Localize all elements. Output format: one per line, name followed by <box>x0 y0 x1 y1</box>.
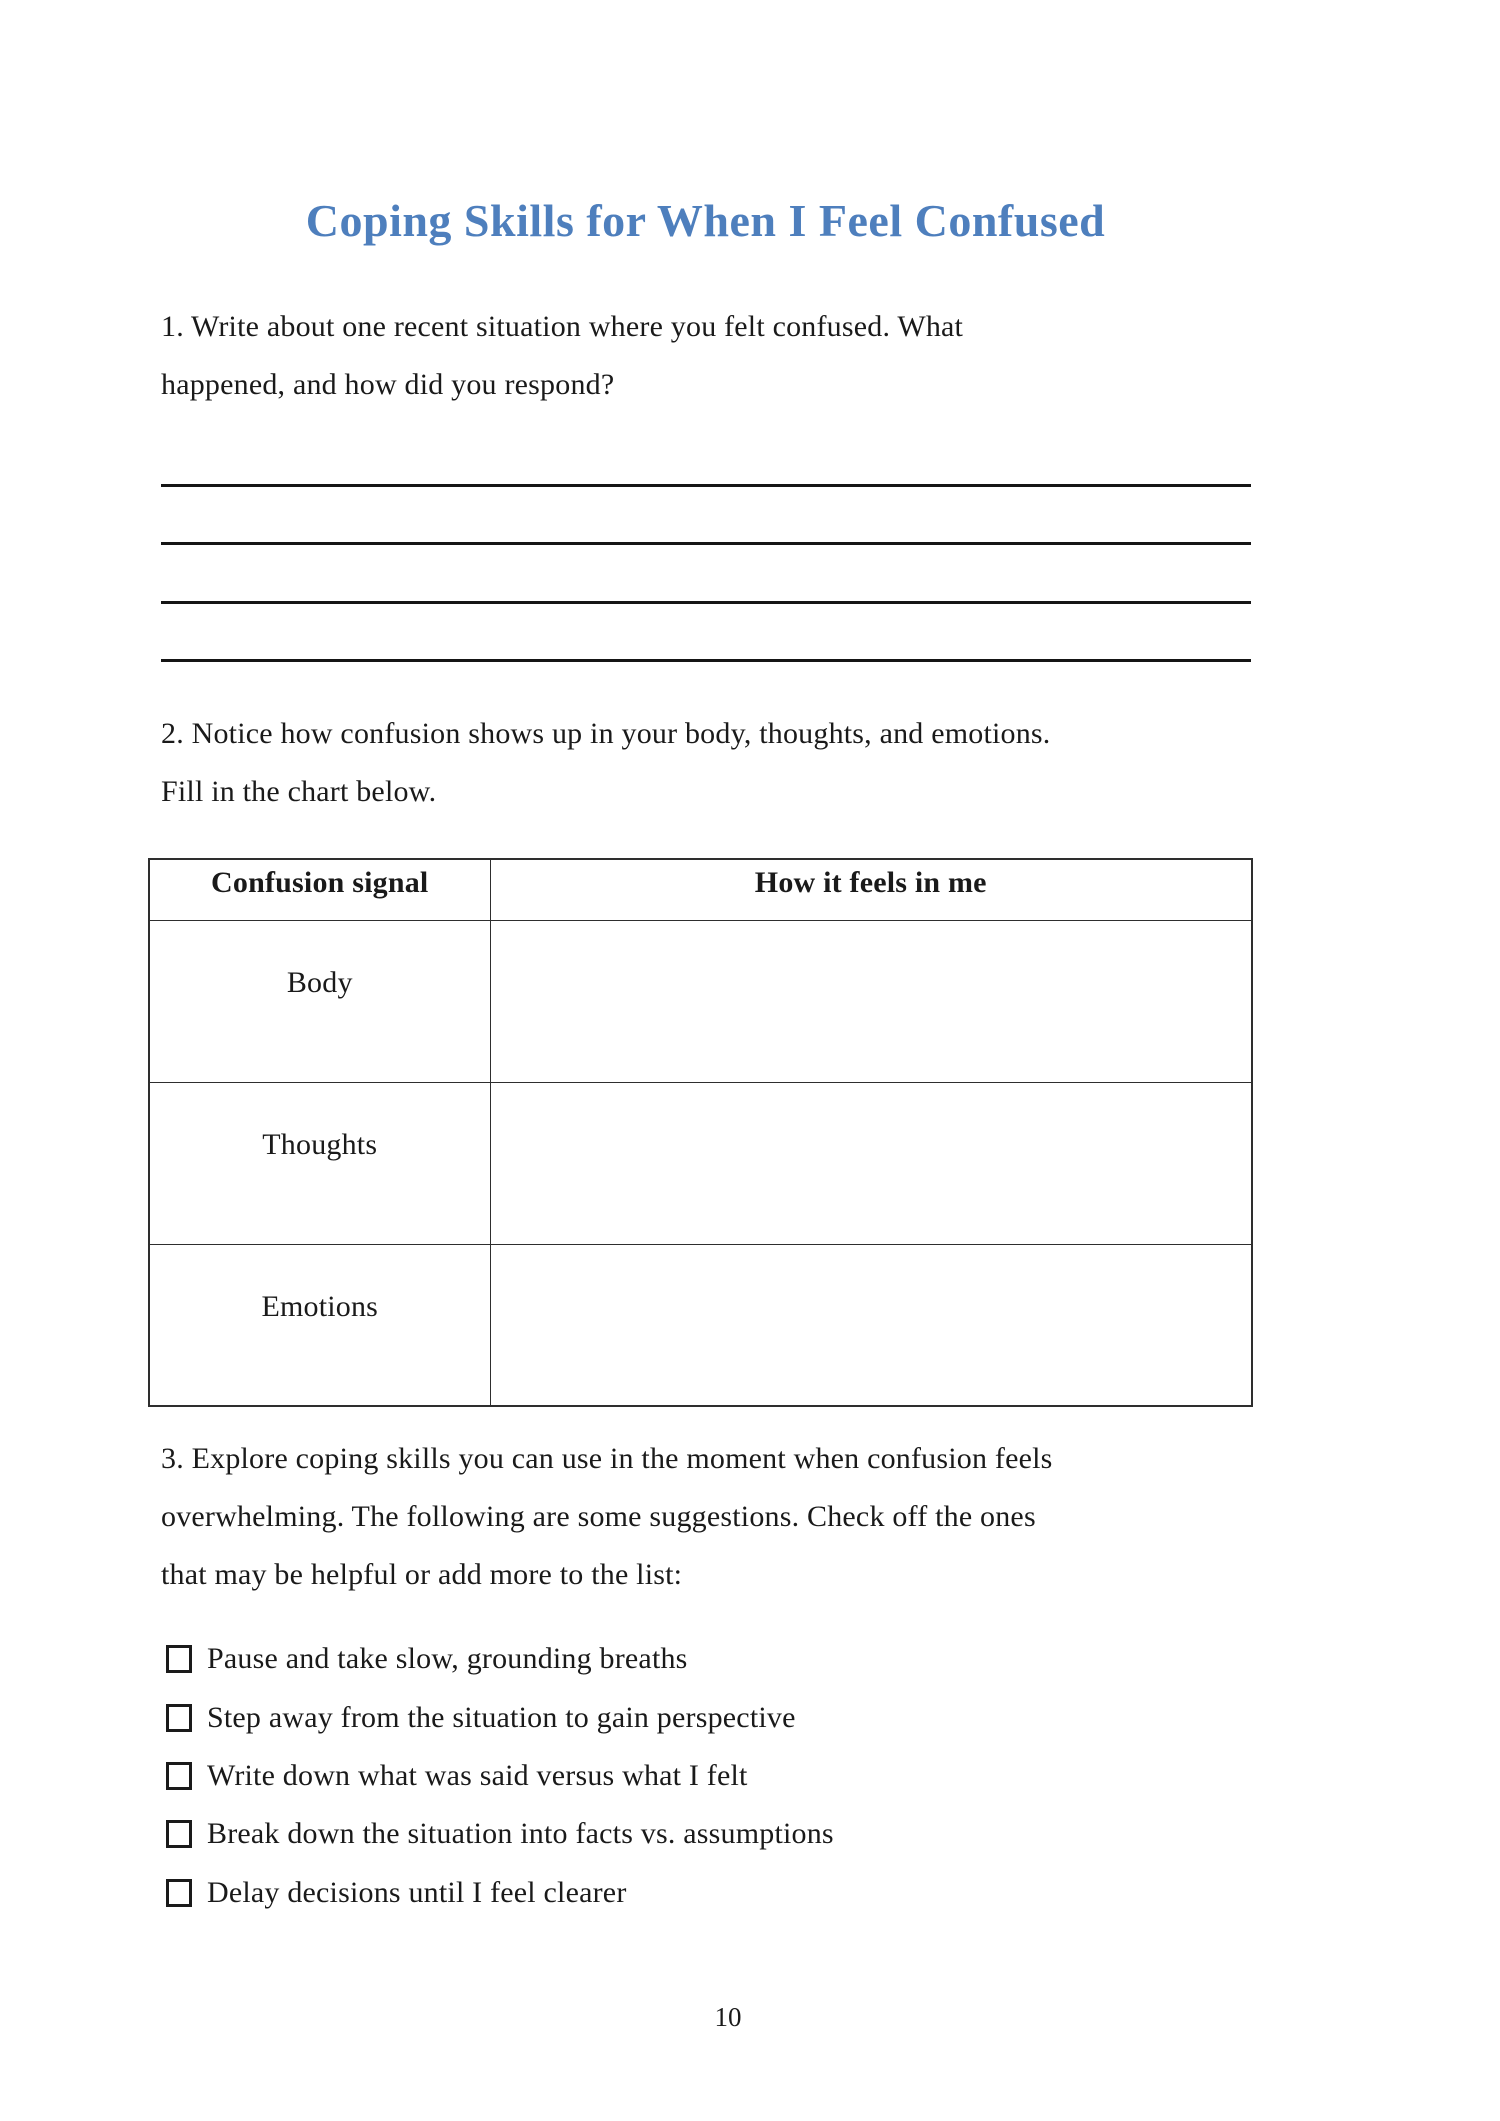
text-line: 3. Explore coping skills you can use in the moment when confusion feels <box>161 1442 1053 1475</box>
table-header-row <box>149 859 1252 920</box>
confusion-signal-table <box>148 858 1253 1407</box>
page-title: Coping Skills for When I Feel Confused <box>305 195 1106 246</box>
table-row <box>149 1082 1252 1244</box>
table-row-label: Thoughts <box>149 1082 490 1244</box>
table-input-cell[interactable] <box>490 920 1252 1082</box>
checklist-item-label: Break down the situation into facts vs. assumptions <box>207 1817 834 1851</box>
answer-writing-line[interactable] <box>161 484 1251 487</box>
question-2-text <box>161 705 1261 821</box>
question-3-text <box>161 1430 1261 1604</box>
table-row <box>149 1244 1252 1406</box>
question-1-text <box>161 298 1261 414</box>
answer-writing-line[interactable] <box>161 601 1251 604</box>
checkbox[interactable] <box>166 1879 192 1907</box>
page-number: 10 <box>714 2002 742 2032</box>
table-row-label: Emotions <box>149 1244 490 1406</box>
text-line: 2. Notice how confusion shows up in your body, thoughts, and emotions. <box>161 717 1051 750</box>
checklist-item <box>166 1805 1266 1863</box>
checklist-item-label: Step away from the situation to gain perspective <box>207 1700 796 1734</box>
checklist-item-label: Pause and take slow, grounding breaths <box>207 1642 688 1676</box>
answer-writing-line[interactable] <box>161 542 1251 545</box>
coping-skills-checklist <box>166 1630 1266 1922</box>
checkbox[interactable] <box>166 1762 192 1790</box>
table-row <box>149 920 1252 1082</box>
checklist-item <box>166 1747 1266 1805</box>
text-line: overwhelming. The following are some suggestions. Check off the ones <box>161 1500 1036 1533</box>
checklist-item-label: Delay decisions until I feel clearer <box>207 1875 627 1909</box>
checklist-item <box>166 1864 1266 1922</box>
checklist-item <box>166 1688 1266 1746</box>
text-line: happened, and how did you respond? <box>161 368 615 401</box>
table-header-how-it-feels: How it feels in me <box>490 859 1252 920</box>
checklist-item <box>166 1630 1266 1688</box>
checkbox[interactable] <box>166 1820 192 1848</box>
answer-writing-line[interactable] <box>161 659 1251 662</box>
text-line: 1. Write about one recent situation where you felt confused. What <box>161 310 964 343</box>
checklist-item-label: Write down what was said versus what I felt <box>207 1758 748 1792</box>
text-line: that may be helpful or add more to the list: <box>161 1558 683 1591</box>
table-input-cell[interactable] <box>490 1244 1252 1406</box>
table-row-label: Body <box>149 920 490 1082</box>
checkbox[interactable] <box>166 1704 192 1732</box>
text-line: Fill in the chart below. <box>161 775 437 808</box>
question-1-answer-lines <box>161 484 1251 718</box>
table-input-cell[interactable] <box>490 1082 1252 1244</box>
checkbox[interactable] <box>166 1645 192 1673</box>
table-header-confusion-signal: Confusion signal <box>149 859 490 920</box>
